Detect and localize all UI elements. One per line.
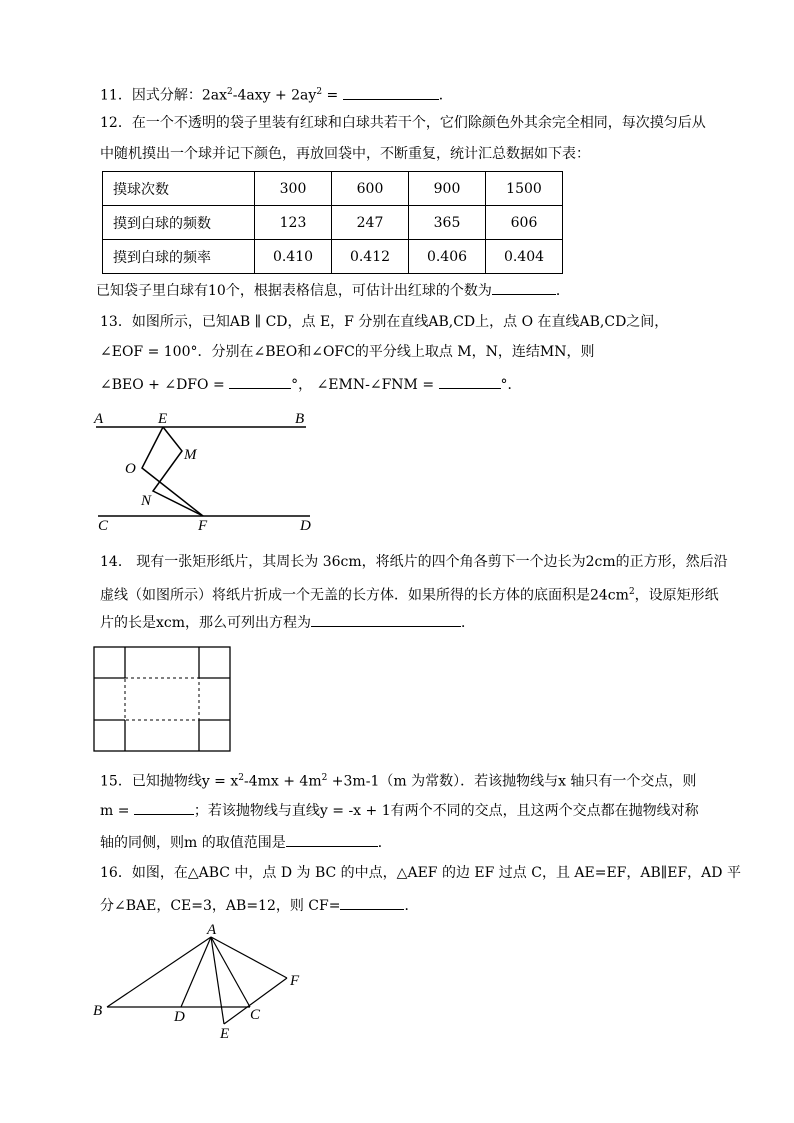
table-cell: 365 <box>409 206 486 240</box>
table-cell: 123 <box>255 206 332 240</box>
q11-text: 因式分解： <box>131 87 202 104</box>
fold-lines <box>125 678 199 720</box>
label-B: B <box>295 411 305 427</box>
q15-line1b: -4mx + 4m <box>243 773 322 790</box>
q12-line2: 中随机摸出一个球并记下颜色，再放回袋中，不断重复，统计汇总数据如下表： <box>100 146 590 162</box>
label-F: F <box>198 518 208 534</box>
table-cell: 900 <box>409 172 486 206</box>
table-cell: 247 <box>332 206 409 240</box>
q15-sup2: 2 <box>321 773 328 783</box>
q15-line2 <box>100 800 699 821</box>
q14-end: ． <box>461 615 476 631</box>
q12-line3-text: 已知袋子里白球有10个，根据表格信息，可估计出红球的个数为 <box>96 283 492 299</box>
q15-line1c: +3m-1（m 为常数）．若该抛物线与x 轴只有一个交点，则 <box>327 773 697 790</box>
segment-eof <box>142 427 203 516</box>
q13-line3b: °， ∠EMN-∠FNM = <box>291 377 439 393</box>
label-A: A <box>94 411 104 427</box>
table-cell: 0.406 <box>409 240 486 274</box>
q11-expr-a: 2ax <box>201 87 227 104</box>
label-C: C <box>98 518 109 534</box>
q15-line3 <box>100 832 392 853</box>
label-M: M <box>184 447 197 463</box>
label-O: O <box>125 461 136 477</box>
q14-line3-text: 片的长是xcm，那么可列出方程为 <box>100 615 312 631</box>
q15-sup1: 2 <box>238 773 244 783</box>
q15-line1 <box>100 768 696 792</box>
q15-line1a: 15．已知抛物线y = x <box>100 773 239 790</box>
q15-line3-text: 轴的同侧，则m 的取值范围是 <box>100 835 286 851</box>
q14-figure <box>94 647 230 751</box>
q15-line2a: m = <box>100 803 134 819</box>
table-cell-label: 摸到白球的频数 <box>103 206 255 240</box>
q14-answer-blank[interactable] <box>311 612 461 627</box>
q13-line3a: ∠BEO + ∠DFO = <box>100 377 230 393</box>
label-F: F <box>290 973 300 989</box>
table-cell: 0.404 <box>486 240 563 274</box>
q11-expr-c: = <box>322 87 343 104</box>
label-E: E <box>220 1026 230 1042</box>
label-D: D <box>174 1009 185 1025</box>
q15-answer-blank-1[interactable] <box>134 800 194 815</box>
label-C: C <box>250 1007 261 1023</box>
q13-line2: ∠EOF = 100°．分别在∠BEO和∠OFC的平分线上取点 M，N，连结MN，则 <box>100 344 595 360</box>
table-cell: 0.412 <box>332 240 409 274</box>
table-cell: 1500 <box>486 172 563 206</box>
q16-line2-text: 分∠BAE，CE=3，AB=12，则 CF= <box>100 898 341 914</box>
table-cell: 0.410 <box>255 240 332 274</box>
q15-end: ． <box>377 835 392 851</box>
q12-line1: 12．在一个不透明的袋子里装有红球和白球共若干个，它们除颜色外其余完全相同，每次摸匀后从 <box>100 115 706 131</box>
q14-line1: 14． 现有一张矩形纸片，其周长为 36cm，将纸片的四个角各剪下一个边长为2cm的正方形，然后沿 <box>100 554 728 570</box>
q14-line2 <box>100 582 719 606</box>
q15-line2b: ；若该抛物线与直线y = -x + 1有两个不同的交点，且这两个交点都在抛物线对称 <box>193 803 699 819</box>
q13-line3c: °． <box>500 377 522 393</box>
q12-end: ． <box>555 283 570 299</box>
table-cell: 606 <box>486 206 563 240</box>
q11-number: 11． <box>100 87 132 104</box>
table-cell: 300 <box>255 172 332 206</box>
label-B: B <box>93 1003 103 1019</box>
q16-line2 <box>100 895 418 916</box>
segment-emnf <box>153 427 203 516</box>
table-cell-label: 摸到白球的频率 <box>103 240 255 274</box>
q13-line1: 13．如图所示，已知AB ∥ CD，点 E，F 分别在直线AB,CD上，点 O 在直线AB,CD之间， <box>100 314 669 330</box>
seg-ae <box>211 937 224 1024</box>
q16-answer-blank[interactable] <box>340 895 404 910</box>
q16-end: ． <box>404 898 419 914</box>
table-cell: 600 <box>332 172 409 206</box>
q11-expr-b: -4axy + 2ay <box>232 87 317 104</box>
q14-line2a: 虚线（如图所示）将纸片折成一个无盖的长方体．如果所得的长方体的底面积是24cm <box>100 587 629 604</box>
q14-line2b: ，设原矩形纸 <box>634 587 719 604</box>
label-E: E <box>158 411 168 427</box>
table-cell-label: 摸球次数 <box>103 172 255 206</box>
paper-rect <box>94 647 230 751</box>
label-A: A <box>207 922 217 938</box>
q11-end: ． <box>438 87 453 104</box>
q14-line3 <box>100 612 475 633</box>
q14-line2-sup: 2 <box>628 587 635 597</box>
label-D: D <box>300 518 311 534</box>
q15-answer-blank-2[interactable] <box>286 832 378 847</box>
q11-sup-b: 2 <box>316 87 323 97</box>
q11-sup-a: 2 <box>226 87 233 97</box>
q16-figure <box>93 922 300 1042</box>
q16-line1: 16．如图，在△ABC 中，点 D 为 BC 的中点，△AEF 的边 EF 过点 C，且 AE=EF，AB∥EF，AD 平 <box>100 865 741 881</box>
label-N: N <box>141 493 152 509</box>
